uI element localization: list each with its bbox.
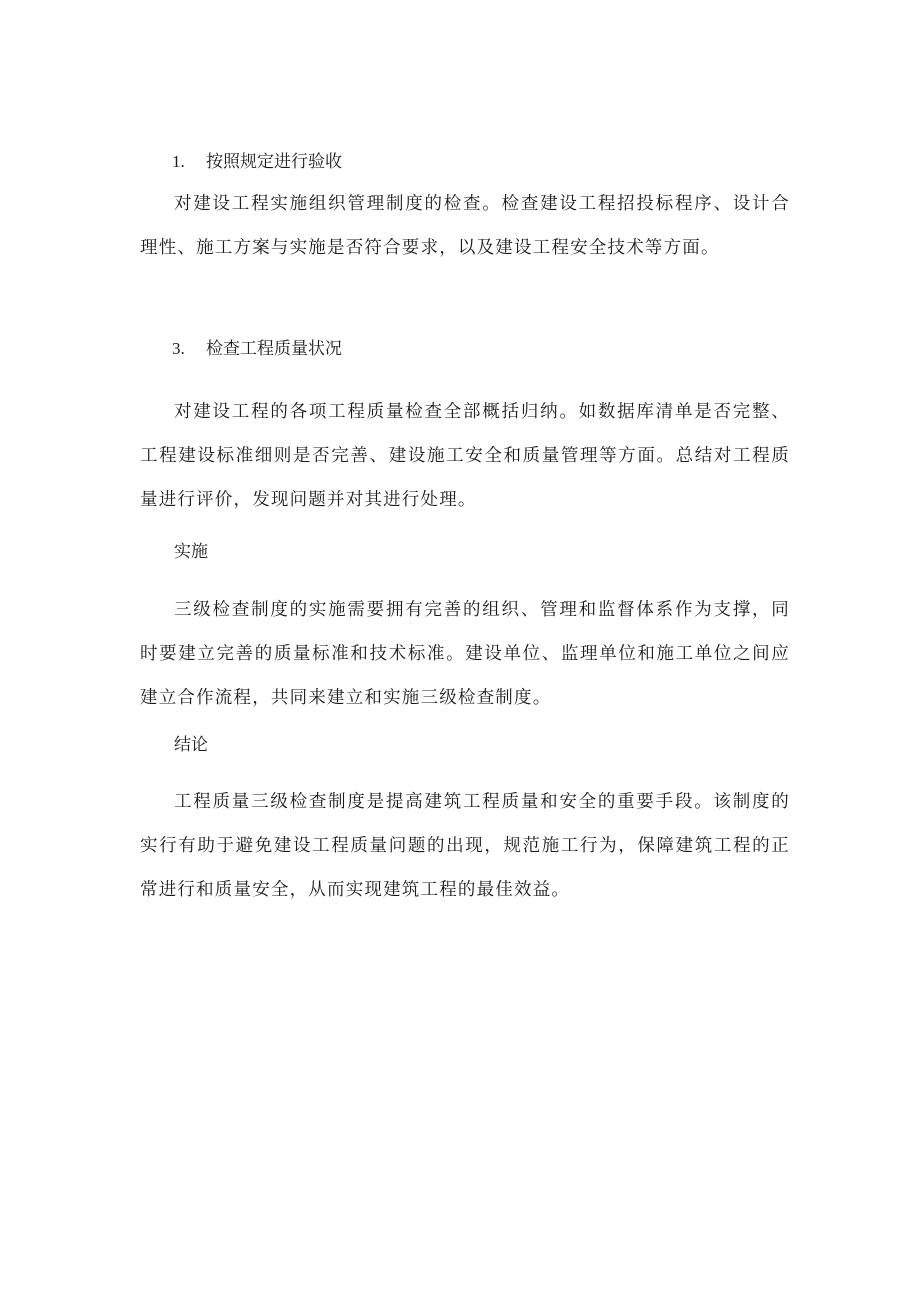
section-title-implementation: 实施 (174, 542, 208, 562)
section-heading-3 (140, 339, 790, 359)
heading-text: 检查工程质量状况 (206, 339, 342, 359)
heading-number: 1. (172, 152, 185, 171)
paragraph-organization-check: 对建设工程实施组织管理制度的检查。检查建设工程招投标程序、设计合理性、施工方案与实施是否符合要求，以及建设工程安全技术等方面。 (140, 194, 790, 258)
paragraph-quality-check: 对建设工程的各项工程质量检查全部概括归纳。如数据库清单是否完整、工程建设标准细则是否完善、建设施工安全和质量管理等方面。总结对工程质量进行评价，发现问题并对其进行处理。 (140, 402, 790, 510)
paragraph-conclusion: 工程质量三级检查制度是提高建筑工程质量和安全的重要手段。该制度的实行有助于避免建设工程质量问题的出现，规范施工行为，保障建筑工程的正常进行和质量安全，从而实现建筑工程的最佳效益。 (140, 792, 790, 900)
paragraph-implementation: 三级检查制度的实施需要拥有完善的组织、管理和监督体系作为支撑，同时要建立完善的质量标准和技术标准。建设单位、监理单位和施工单位之间应建立合作流程，共同来建立和实施三级检查制度。 (140, 600, 790, 708)
section-heading-1 (140, 152, 790, 172)
heading-number: 3. (172, 339, 185, 358)
section-title-conclusion: 结论 (174, 735, 208, 755)
heading-text: 按照规定进行验收 (206, 152, 342, 172)
